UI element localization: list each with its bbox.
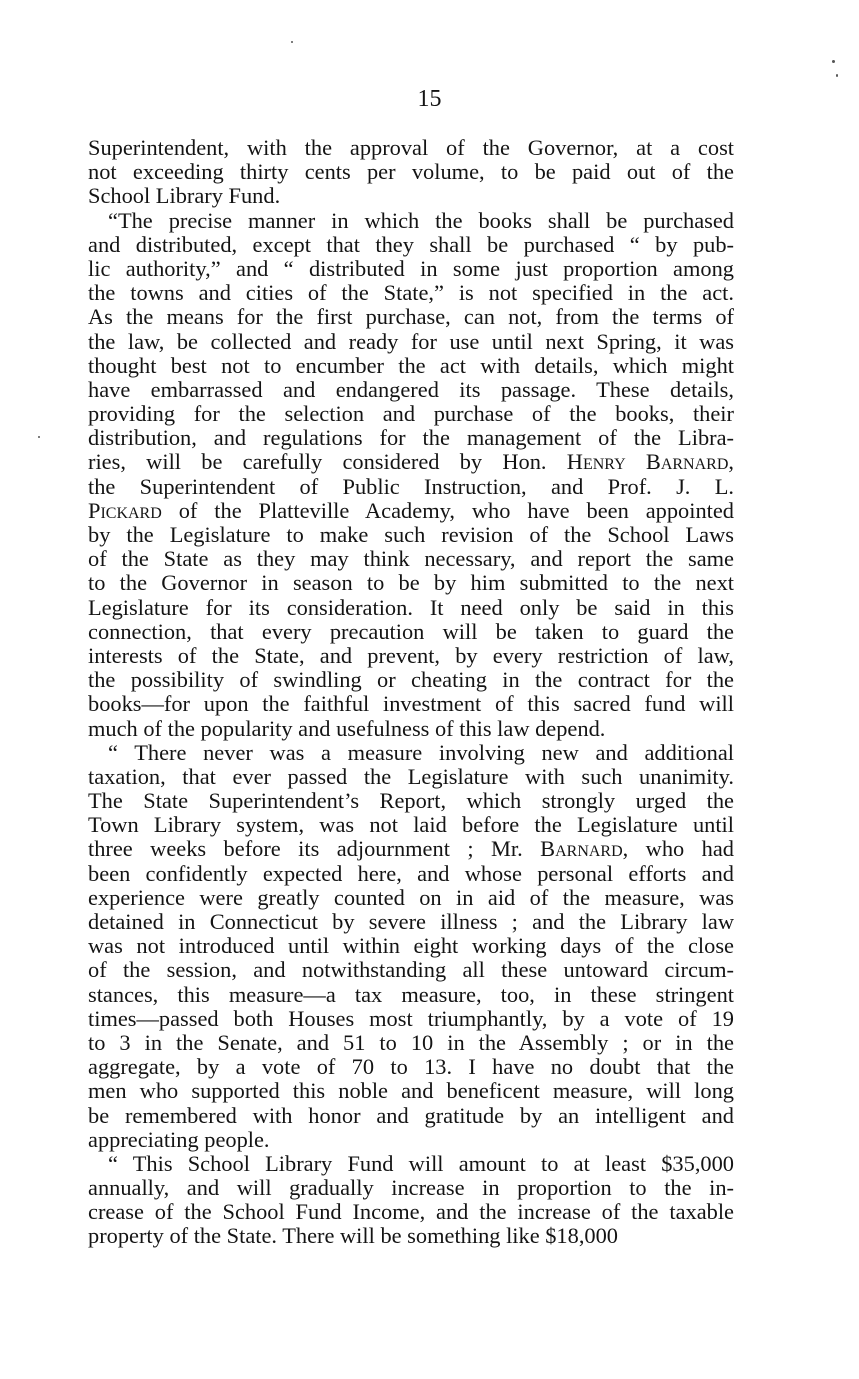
text-line: Pickard of the Platteville Academy, who have been appointed xyxy=(88,497,734,523)
text-line: crease of the School Fund Income, and the increase of the taxable xyxy=(88,1199,734,1225)
text-line: have embarrassed and endangered its passage. These details, xyxy=(88,376,734,402)
text-line: books—for upon the faithful investment of this sacred fund will xyxy=(88,691,734,717)
page-number: 15 xyxy=(417,86,442,112)
text-line: “ There never was a measure involving new and additional xyxy=(108,739,734,765)
text-line: not exceeding thirty cents per volume, to be paid out of the xyxy=(88,159,734,185)
body-text xyxy=(88,136,734,1249)
text-line: the towns and cities of the State,” is not specified in the act. xyxy=(88,280,734,306)
text-line: “ This School Library Fund will amount to at least $35,000 xyxy=(108,1150,734,1176)
text-line: appreciating people. xyxy=(88,1126,270,1152)
text-line: property of the State. There will be something like $18,000 xyxy=(88,1223,619,1249)
text-line: experience were greatly counted on in aid of the measure, was xyxy=(88,884,734,910)
text-line: lic authority,” and “ distributed in some just proportion among xyxy=(88,255,734,281)
ink-speck xyxy=(291,41,293,43)
ink-speck xyxy=(836,74,838,77)
text-line: was not introduced until within eight working days of the close xyxy=(88,933,734,959)
text-line: “The precise manner in which the books shall be purchased xyxy=(108,207,734,233)
text-line: much of the popularity and usefulness of this law depend. xyxy=(88,715,606,741)
text-line: of the State as they may think necessary, and report the same xyxy=(88,546,734,572)
text-line: and distributed, except that they shall be purchased “ by pub- xyxy=(88,231,734,257)
text-line: of the session, and notwithstanding all these untoward circum- xyxy=(88,957,734,983)
text-line: to the Governor in season to be by him submitted to the next xyxy=(88,570,734,596)
text-line: times—passed both Houses most triumphantly, by a vote of 19 xyxy=(88,1005,734,1031)
text-line: thought best not to encumber the act with details, which might xyxy=(88,352,734,378)
ink-speck xyxy=(832,60,835,63)
text-line: men who supported this noble and beneficent measure, will long xyxy=(88,1078,734,1104)
text-line: aggregate, by a vote of 70 to 13. I have no doubt that the xyxy=(88,1054,734,1080)
text-line: interests of the State, and prevent, by every restriction of law, xyxy=(88,642,734,668)
text-line: providing for the selection and purchase of the books, their xyxy=(88,401,734,427)
text-line: the law, be collected and ready for use until next Spring, it was xyxy=(88,328,734,354)
text-line: The State Superintendent’s Report, which strongly urged the xyxy=(88,788,734,814)
text-line: to 3 in the Senate, and 51 to 10 in the Assembly ; or in the xyxy=(88,1029,734,1055)
text-line: three weeks before its adjournment ; Mr. Barnard, who had xyxy=(88,836,734,862)
text-line: connection, that every precaution will be taken to guard the xyxy=(88,618,734,644)
text-line: annually, and will gradually increase in proportion to the in- xyxy=(88,1175,734,1201)
text-line: As the means for the first purchase, can not, from the terms of xyxy=(88,304,734,330)
text-line: School Library Fund. xyxy=(88,183,281,209)
ink-speck xyxy=(38,436,40,438)
text-line: Superintendent, with the approval of the Governor, at a cost xyxy=(88,135,734,160)
text-line: the possibility of swindling or cheating in the contract for the xyxy=(88,667,734,693)
text-line: stances, this measure—a tax measure, too, in these stringent xyxy=(88,981,734,1007)
text-line: the Superintendent of Public Instruction, and Prof. J. L. xyxy=(88,473,734,499)
text-line: by the Legislature to make such revision of the School Laws xyxy=(88,522,734,547)
text-line: be remembered with honor and gratitude by an intelligent and xyxy=(88,1102,734,1128)
text-line: taxation, that ever passed the Legislature with such unanimity. xyxy=(88,763,734,789)
text-line: ries, will be carefully considered by Hon. Henry Barnard, xyxy=(88,449,735,475)
text-line: been confidently expected here, and whose personal efforts and xyxy=(88,860,734,886)
text-line: distribution, and regulations for the management of the Libra- xyxy=(88,425,734,451)
text-line: Legislature for its consideration. It need only be said in this xyxy=(88,594,734,620)
text-line: detained in Connecticut by severe illness ; and the Library law xyxy=(88,909,734,934)
text-line: Town Library system, was not laid before the Legislature until xyxy=(88,812,734,838)
